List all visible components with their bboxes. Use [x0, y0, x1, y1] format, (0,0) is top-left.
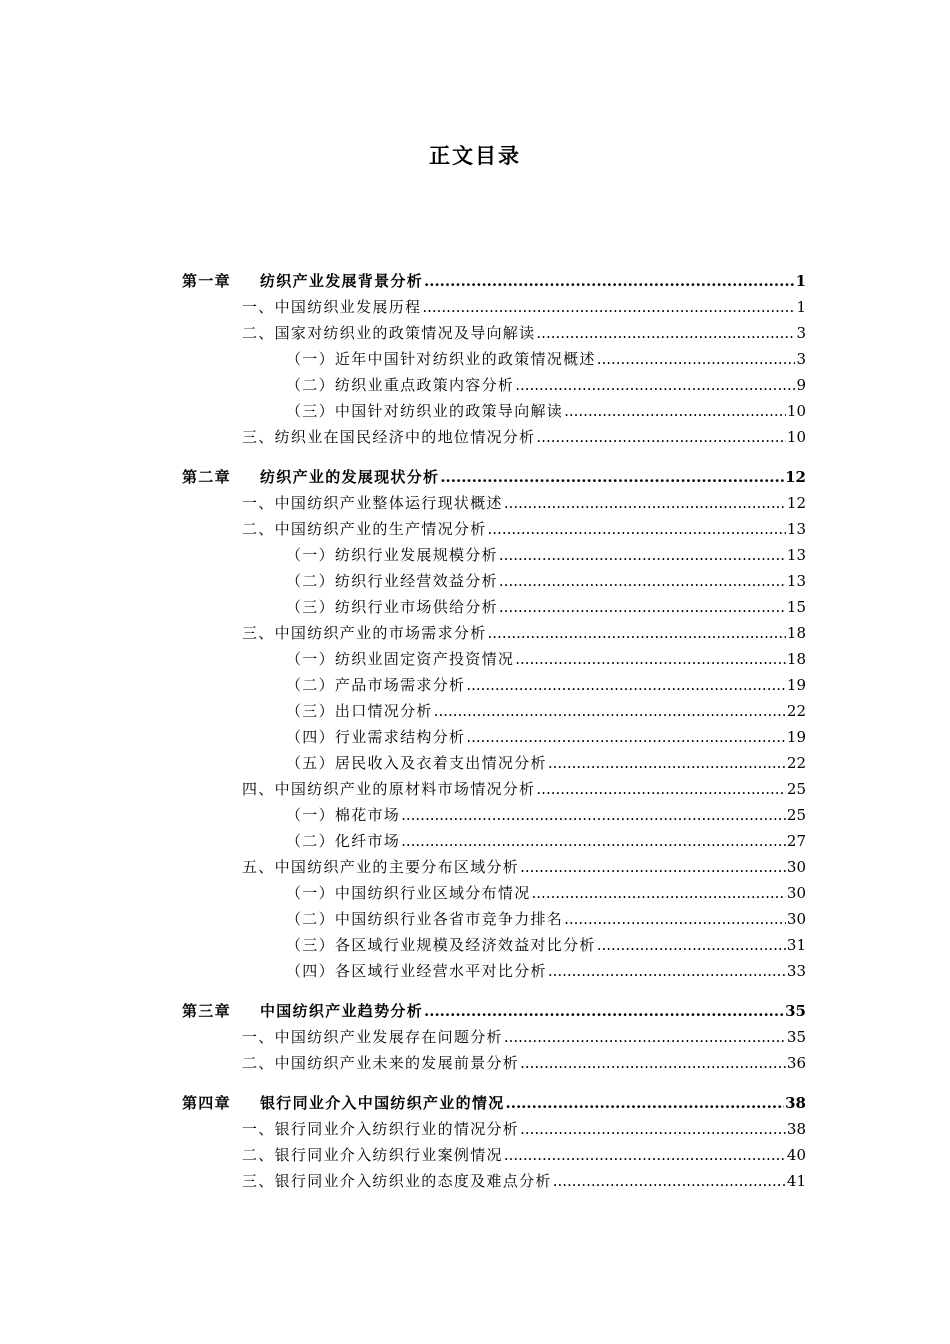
toc-page-number: 38: [785, 1094, 806, 1112]
toc-entry-label: [242, 1024, 503, 1050]
toc-entry-label: [182, 998, 423, 1024]
toc-entry-title: 三、中国纺织产业的市场需求分析: [242, 624, 487, 642]
toc-entry-label: [242, 424, 535, 450]
dot-leader: [401, 802, 786, 828]
toc-subsection-entry[interactable]: [182, 906, 806, 932]
toc-page-number: 22: [786, 754, 806, 772]
toc-page-number: 22: [786, 702, 806, 720]
toc-page-number: 13: [786, 572, 806, 590]
dot-leader: [597, 932, 786, 958]
dot-leader: [553, 1168, 786, 1194]
toc-entry-label: [286, 750, 547, 776]
toc-section-entry[interactable]: [182, 1024, 806, 1050]
toc-subsection-entry[interactable]: [182, 646, 806, 672]
dot-leader: [520, 854, 786, 880]
toc-subsection-entry[interactable]: [182, 698, 806, 724]
toc-entry-label: [286, 594, 498, 620]
toc-entry-title: （一）纺织行业发展规模分析: [286, 546, 498, 564]
dot-leader: [499, 542, 786, 568]
toc-entry-title: （二）产品市场需求分析: [286, 676, 466, 694]
toc-entry-label: [286, 672, 465, 698]
toc-section-entry[interactable]: [182, 1142, 806, 1168]
dot-leader: [520, 1050, 786, 1076]
toc-entry-title: 三、纺织业在国民经济中的地位情况分析: [242, 428, 536, 446]
toc-page-number: 19: [786, 728, 806, 746]
toc-entry-title: 银行同业介入中国纺织产业的情况: [260, 1094, 505, 1112]
toc-section-entry[interactable]: [182, 854, 806, 880]
toc-entry-title: 纺织产业的发展现状分析: [260, 468, 440, 486]
toc-subsection-entry[interactable]: [182, 398, 806, 424]
toc-entry-label: [286, 346, 596, 372]
toc-subsection-entry[interactable]: [182, 802, 806, 828]
toc-entry-label: [242, 620, 487, 646]
toc-page-number: 10: [786, 402, 806, 420]
toc-entry-label: [182, 464, 439, 490]
chapter-number: 第二章: [182, 468, 231, 486]
dot-leader: [466, 672, 786, 698]
toc-entry-label: [286, 880, 531, 906]
toc-subsection-entry[interactable]: [182, 880, 806, 906]
toc-entry-label: [242, 1050, 519, 1076]
toc-page-number: 31: [786, 936, 806, 954]
dot-leader: [564, 398, 786, 424]
toc-section-entry[interactable]: [182, 516, 806, 542]
toc-entry-title: （二）中国纺织行业各省市竞争力排名: [286, 910, 564, 928]
toc-subsection-entry[interactable]: [182, 828, 806, 854]
toc-section-entry[interactable]: [182, 424, 806, 450]
toc-entry-title: （三）出口情况分析: [286, 702, 433, 720]
toc-entry-title: 五、中国纺织产业的主要分布区域分析: [242, 858, 520, 876]
toc-section-entry[interactable]: [182, 490, 806, 516]
toc-entry-label: [286, 398, 563, 424]
toc-entry-title: 二、银行同业介入纺织行业案例情况: [242, 1146, 503, 1164]
dot-leader: [515, 646, 786, 672]
toc-page-number: 10: [786, 428, 806, 446]
toc-entry-label: [182, 1090, 505, 1116]
dot-leader: [504, 1142, 786, 1168]
toc-entry-title: 一、银行同业介入纺织行业的情况分析: [242, 1120, 520, 1138]
dot-leader: [504, 1024, 786, 1050]
toc-subsection-entry[interactable]: [182, 594, 806, 620]
toc-subsection-entry[interactable]: [182, 542, 806, 568]
toc-page-number: 30: [786, 858, 806, 876]
toc-entry-label: [286, 828, 400, 854]
toc-page-number: 1: [795, 272, 806, 290]
toc-entry-label: [286, 372, 514, 398]
toc-entry-title: （四）行业需求结构分析: [286, 728, 466, 746]
toc-section-entry[interactable]: [182, 320, 806, 346]
dot-leader: [520, 1116, 786, 1142]
toc-page-number: 12: [786, 494, 806, 512]
toc-entry-title: 一、中国纺织产业整体运行现状概述: [242, 494, 503, 512]
dot-leader: [488, 620, 786, 646]
toc-entry-title: （二）纺织行业经营效益分析: [286, 572, 498, 590]
toc-page-number: 30: [786, 910, 806, 928]
toc-page-number: 3: [796, 324, 806, 342]
toc-entry-label: [242, 1116, 519, 1142]
dot-leader: [434, 698, 786, 724]
toc-entry-label: [242, 490, 503, 516]
toc-page-number: 9: [796, 376, 806, 394]
dot-leader: [424, 268, 795, 294]
toc-entry-title: 二、中国纺织产业的生产情况分析: [242, 520, 487, 538]
toc-entry-title: 一、中国纺织业发展历程: [242, 298, 422, 316]
toc-entry-label: [286, 646, 514, 672]
toc-page-number: 33: [786, 962, 806, 980]
dot-leader: [564, 906, 786, 932]
toc-entry-label: [242, 776, 535, 802]
toc-page-number: 25: [786, 780, 806, 798]
toc-chapter-entry[interactable]: [182, 464, 806, 490]
toc-entry-label: [242, 854, 519, 880]
dot-leader: [499, 568, 786, 594]
dot-leader: [422, 294, 795, 320]
chapter-number: 第三章: [182, 1002, 231, 1020]
toc-entry-title: 一、中国纺织产业发展存在问题分析: [242, 1028, 503, 1046]
toc-page-number: 35: [786, 1028, 806, 1046]
dot-leader: [499, 594, 786, 620]
page-title: 正文目录: [429, 143, 521, 168]
dot-leader: [536, 320, 795, 346]
dot-leader: [548, 750, 786, 776]
toc-page-number: 27: [786, 832, 806, 850]
toc-section-entry[interactable]: [182, 1168, 806, 1194]
toc-page-number: 3: [796, 350, 806, 368]
toc-page-number: 40: [786, 1146, 806, 1164]
dot-leader: [532, 880, 786, 906]
dot-leader: [536, 776, 786, 802]
toc-entry-title: 三、银行同业介入纺织业的态度及难点分析: [242, 1172, 552, 1190]
dot-leader: [515, 372, 795, 398]
toc-page-number: 13: [786, 520, 806, 538]
toc-entry-title: （一）近年中国针对纺织业的政策情况概述: [286, 350, 596, 368]
toc-entry-label: [242, 294, 421, 320]
toc-entry-label: [286, 568, 498, 594]
toc-page-number: 35: [785, 1002, 806, 1020]
chapter-number: 第一章: [182, 272, 231, 290]
toc-page-number: 18: [786, 650, 806, 668]
toc-chapter-entry[interactable]: [182, 998, 806, 1024]
dot-leader: [504, 490, 786, 516]
dot-leader: [424, 998, 784, 1024]
dot-leader: [440, 464, 784, 490]
toc-entry-title: （四）各区域行业经营水平对比分析: [286, 962, 547, 980]
toc-entry-title: 二、国家对纺织业的政策情况及导向解读: [242, 324, 536, 342]
toc-entry-label: [242, 1142, 503, 1168]
dot-leader: [536, 424, 786, 450]
toc-entry-title: （二）化纤市场: [286, 832, 401, 850]
toc-entry-label: [286, 932, 596, 958]
toc-entry-label: [286, 542, 498, 568]
toc-subsection-entry[interactable]: [182, 346, 806, 372]
toc-page-number: 30: [786, 884, 806, 902]
toc-entry-label: [286, 802, 400, 828]
dot-leader: [597, 346, 796, 372]
toc-page-number: 19: [786, 676, 806, 694]
dot-leader: [548, 958, 786, 984]
toc-page-number: 1: [796, 298, 806, 316]
toc-entry-title: 纺织产业发展背景分析: [260, 272, 424, 290]
toc-page-number: 13: [786, 546, 806, 564]
toc-entry-title: （二）纺织业重点政策内容分析: [286, 376, 515, 394]
toc-section-entry[interactable]: [182, 1050, 806, 1076]
dot-leader: [401, 828, 786, 854]
toc-page-number: 18: [786, 624, 806, 642]
toc-page-number: 12: [785, 468, 806, 486]
toc-entry-title: 中国纺织产业趋势分析: [260, 1002, 424, 1020]
toc-entry-label: [286, 724, 465, 750]
toc-entry-title: （三）纺织行业市场供给分析: [286, 598, 498, 616]
toc-chapter-entry[interactable]: [182, 1090, 806, 1116]
toc-subsection-entry[interactable]: [182, 958, 806, 984]
toc-entry-title: 四、中国纺织产业的原材料市场情况分析: [242, 780, 536, 798]
toc-subsection-entry[interactable]: [182, 932, 806, 958]
toc-subsection-entry[interactable]: [182, 724, 806, 750]
toc-page-number: 38: [786, 1120, 806, 1138]
toc-section-entry[interactable]: [182, 776, 806, 802]
toc-section-entry[interactable]: [182, 294, 806, 320]
toc-entry-title: （三）各区域行业规模及经济效益对比分析: [286, 936, 596, 954]
toc-entry-label: [242, 1168, 552, 1194]
toc-page-number: 36: [786, 1054, 806, 1072]
dot-leader: [488, 516, 786, 542]
toc-entry-title: （一）棉花市场: [286, 806, 401, 824]
table-of-contents: [182, 268, 806, 1194]
toc-subsection-entry[interactable]: [182, 568, 806, 594]
toc-subsection-entry[interactable]: [182, 750, 806, 776]
dot-leader: [506, 1090, 785, 1116]
toc-entry-title: （三）中国针对纺织业的政策导向解读: [286, 402, 564, 420]
toc-entry-label: [182, 268, 423, 294]
toc-subsection-entry[interactable]: [182, 672, 806, 698]
toc-chapter-entry[interactable]: [182, 268, 806, 294]
toc-entry-label: [242, 320, 535, 346]
toc-entry-title: （一）中国纺织行业区域分布情况: [286, 884, 531, 902]
toc-page-number: 15: [786, 598, 806, 616]
toc-entry-label: [286, 906, 563, 932]
toc-entry-title: 二、中国纺织产业未来的发展前景分析: [242, 1054, 520, 1072]
dot-leader: [466, 724, 786, 750]
toc-entry-title: （五）居民收入及衣着支出情况分析: [286, 754, 547, 772]
chapter-number: 第四章: [182, 1094, 231, 1112]
toc-entry-label: [286, 958, 547, 984]
toc-section-entry[interactable]: [182, 1116, 806, 1142]
toc-subsection-entry[interactable]: [182, 372, 806, 398]
toc-page-number: 41: [786, 1172, 806, 1190]
toc-page-number: 25: [786, 806, 806, 824]
toc-entry-title: （一）纺织业固定资产投资情况: [286, 650, 515, 668]
toc-section-entry[interactable]: [182, 620, 806, 646]
toc-entry-label: [286, 698, 433, 724]
toc-entry-label: [242, 516, 487, 542]
